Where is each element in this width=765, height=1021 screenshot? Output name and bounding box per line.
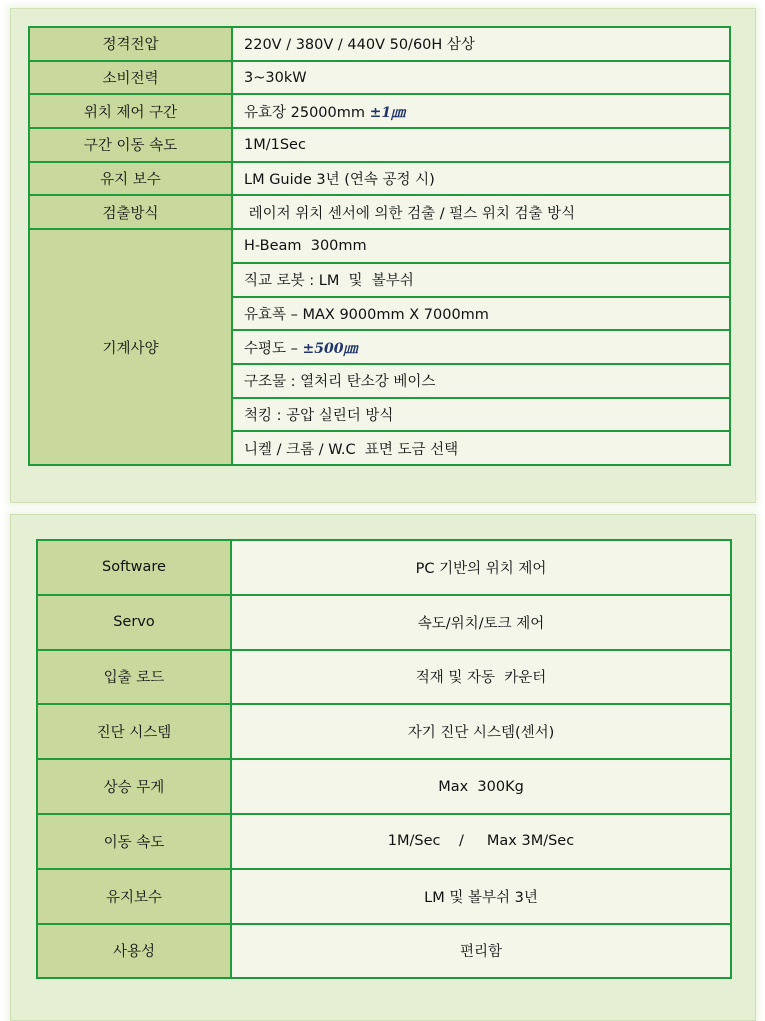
row-value: 1M/Sec / Max 3M/Sec <box>231 814 731 869</box>
table-row <box>37 869 731 924</box>
row-label: Servo <box>37 595 231 650</box>
row-label: 소비전력 <box>29 61 232 95</box>
row-value: 유효장 25000mm <box>244 104 370 121</box>
row-label: 구간 이동 속도 <box>29 128 232 162</box>
row-value-cell <box>232 94 730 128</box>
table-row <box>29 229 730 263</box>
row-label: 진단 시스템 <box>37 704 231 759</box>
row-value: 레이저 위치 센서에 의한 검출 / 펄스 위치 검출 방식 <box>232 195 730 229</box>
row-value: PC 기반의 위치 제어 <box>231 540 731 595</box>
machine-spec-item: 직교 로봇 : LM 및 볼부쉬 <box>232 263 730 297</box>
row-value: 편리함 <box>231 924 731 979</box>
machine-spec-item: H-Beam 300mm <box>232 229 730 263</box>
row-value: 220V / 380V / 440V 50/60H 삼상 <box>232 27 730 61</box>
spec-table <box>28 26 731 466</box>
row-value: 3~30kW <box>232 61 730 95</box>
machine-spec-item-cell <box>232 330 730 364</box>
table-row <box>37 540 731 595</box>
table-row <box>29 27 730 61</box>
table-row <box>37 759 731 814</box>
table-row <box>29 128 730 162</box>
table-row <box>37 924 731 979</box>
row-value: Max 300Kg <box>231 759 731 814</box>
table-row <box>37 704 731 759</box>
row-label: 검출방식 <box>29 195 232 229</box>
table-row <box>37 595 731 650</box>
row-label: 유지 보수 <box>29 162 232 196</box>
machine-spec-item: 니켈 / 크롬 / W.C 표면 도금 선택 <box>232 431 730 465</box>
row-label: 정격전압 <box>29 27 232 61</box>
machine-spec-label: 기계사양 <box>29 229 232 465</box>
row-label: 위치 제어 구간 <box>29 94 232 128</box>
tolerance-value: ±1㎛ <box>369 104 406 121</box>
row-label: 상승 무게 <box>37 759 231 814</box>
row-label: 사용성 <box>37 924 231 979</box>
machine-spec-item: 유효폭 – MAX 9000mm X 7000mm <box>232 297 730 331</box>
table-row <box>29 162 730 196</box>
spec-panel <box>10 8 756 503</box>
machine-spec-item: 구조물 : 열처리 탄소강 베이스 <box>232 364 730 398</box>
table-row <box>29 61 730 95</box>
table-row <box>37 650 731 705</box>
row-value: 속도/위치/토크 제어 <box>231 595 731 650</box>
control-panel <box>10 514 756 1021</box>
row-value: LM Guide 3년 (연속 공정 시) <box>232 162 730 196</box>
table-row <box>37 814 731 869</box>
row-value: 자기 진단 시스템(센서) <box>231 704 731 759</box>
machine-spec-item: 척킹 : 공압 실린더 방식 <box>232 398 730 432</box>
row-label: 이동 속도 <box>37 814 231 869</box>
table-row <box>29 94 730 128</box>
tolerance-value: ±500㎛ <box>302 340 358 357</box>
row-value: 적재 및 자동 카운터 <box>231 650 731 705</box>
row-label: 입출 로드 <box>37 650 231 705</box>
row-value: LM 및 볼부쉬 3년 <box>231 869 731 924</box>
row-value: 1M/1Sec <box>232 128 730 162</box>
machine-spec-item: 수평도 – <box>244 340 303 357</box>
control-table <box>36 539 732 979</box>
row-label: 유지보수 <box>37 869 231 924</box>
table-row <box>29 195 730 229</box>
row-label: Software <box>37 540 231 595</box>
